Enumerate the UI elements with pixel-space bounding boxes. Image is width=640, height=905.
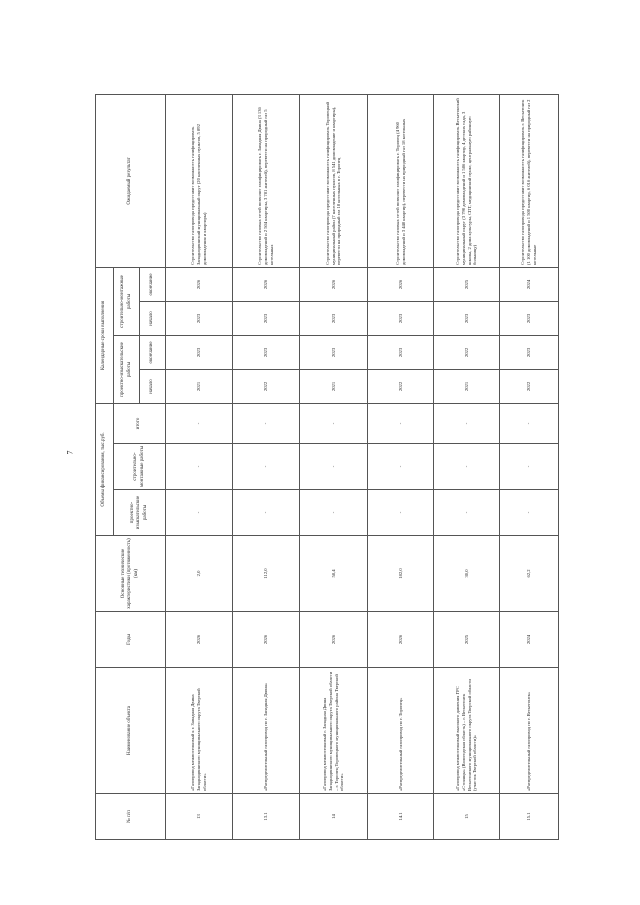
- row-construction-end: 2026: [368, 267, 434, 301]
- row-result: Строительство газопровода предоставит возможность газифицировать Весьегонский муниципальный округ (3 790 домовладений и 1 586 квартир, 4 детских сада, 3 школы, 2 дома культуры, СПТ, медицинский пункт, центральную районную больницу): [434, 94, 500, 267]
- header-funding: Объемы финансирования, тыс.руб.: [96, 403, 114, 535]
- row-name: «Газопровод межпоселковый высокого давления ГРС «Стоянцы» (Вологодская область) – г. Весьегонск Весьегонского муниципального округа Тверской области (участок Тверской области)»: [434, 668, 500, 794]
- row-name: «Распределительный газопровод по г. Западная Двина»: [233, 668, 300, 794]
- row-total: -: [434, 403, 500, 443]
- row-construction-start: 2023: [368, 301, 434, 335]
- header-construction-works: строительно-монтажные работы: [114, 267, 140, 335]
- row-num: 13.1: [233, 794, 300, 840]
- construction-objects-table: [95, 94, 559, 840]
- row-construction-end: 2026: [300, 267, 368, 301]
- row-length: 2,0: [166, 536, 233, 612]
- row-length: 30,0: [434, 536, 500, 612]
- row-length: 182,0: [368, 536, 434, 612]
- row-result: Строительство газопровода предоставит возможность газифицировать Торопецкий муниципальный район (7 населенных пунктов, 8 541 домовладение и квартиры), перевести на природный газ 18 котельных в г. Торопец: [300, 94, 368, 267]
- row-design-start: 2022: [368, 369, 434, 403]
- header-construction-start: начало: [140, 301, 166, 335]
- row-construction-start: 2023: [500, 301, 559, 335]
- row-num: 13: [166, 794, 233, 840]
- row-design-end: 2023: [500, 335, 559, 369]
- row-design-start: 2021: [166, 369, 233, 403]
- header-name: Наименование объекта: [96, 668, 166, 794]
- row-total: -: [233, 403, 300, 443]
- row-design-cost: -: [500, 490, 559, 536]
- row-year: 2026: [368, 612, 434, 668]
- row-year: 2026: [300, 612, 368, 668]
- row-name: «Распределительный газопровод по г. Весьегонск»: [500, 668, 559, 794]
- row-construction-cost: -: [434, 444, 500, 490]
- row-design-start: 2021: [300, 369, 368, 403]
- row-result: Строительство газопровода предоставит возможность газифицировать г. Весьегонск (1 100 домовладений и 1 500 квартир, 6 016 жителей), перевести на природный газ 2 котельные: [500, 94, 559, 267]
- row-construction-cost: -: [233, 444, 300, 490]
- table-row: [233, 94, 300, 839]
- row-construction-end: 2024: [500, 267, 559, 301]
- row-num: 15: [434, 794, 500, 840]
- header-schedule: Календарные сроки выполнения: [96, 267, 114, 403]
- table-row: [166, 94, 233, 839]
- row-result: Строительство газопровода предоставит возможность газифицировать Западнодвинский муниципальный округ (20 населенных пунктов, 5 892 домовладения и квартиры): [166, 94, 233, 267]
- row-design-end: 2023: [300, 335, 368, 369]
- table-row: [500, 94, 559, 839]
- row-design-cost: -: [368, 490, 434, 536]
- row-construction-cost: -: [368, 444, 434, 490]
- row-year: 2026: [233, 612, 300, 668]
- row-year: 2026: [166, 612, 233, 668]
- table-row: [434, 94, 500, 839]
- row-construction-start: 2023: [166, 301, 233, 335]
- header-design-start: начало: [140, 369, 166, 403]
- row-design-start: 2022: [233, 369, 300, 403]
- row-design-cost: -: [434, 490, 500, 536]
- header-tech: Основные технические характеристики (протяженность) (км): [96, 536, 166, 612]
- header-total: итого: [114, 403, 166, 443]
- row-construction-end: 2026: [233, 267, 300, 301]
- header-design-end: окончание: [140, 335, 166, 369]
- header-result: Ожидаемый результат: [96, 94, 166, 267]
- row-design-end: 2023: [166, 335, 233, 369]
- header-num: № п/п: [96, 794, 166, 840]
- row-total: -: [500, 403, 559, 443]
- row-design-cost: -: [166, 490, 233, 536]
- row-design-cost: -: [233, 490, 300, 536]
- row-length: 58,4: [300, 536, 368, 612]
- row-design-start: 2021: [434, 369, 500, 403]
- row-construction-start: 2023: [434, 301, 500, 335]
- row-design-cost: -: [300, 490, 368, 536]
- row-design-end: 2023: [233, 335, 300, 369]
- row-design-end: 2022: [434, 335, 500, 369]
- header-years: Годы: [96, 612, 166, 668]
- row-design-end: 2023: [368, 335, 434, 369]
- row-year: 2024: [500, 612, 559, 668]
- row-construction-end: 2025: [434, 267, 500, 301]
- header-design-works: проектно-изыскательские работы: [114, 335, 140, 403]
- table-row: [368, 94, 434, 839]
- row-name: «Распределительный газопровод по г. Торопец»: [368, 668, 434, 794]
- row-length: 62,2: [500, 536, 559, 612]
- row-total: -: [166, 403, 233, 443]
- row-construction-cost: -: [500, 444, 559, 490]
- row-construction-cost: -: [300, 444, 368, 490]
- page-number: 7: [65, 450, 75, 455]
- row-result: Строительство газовых сетей позволит газифицировать г. Торопец (4 960 домовладений и 3 448 квартир), перевести на природный газ 18 котельных: [368, 94, 434, 267]
- row-name: «Газопровод межпоселковый к г. Западная Двина Западнодвинского муниципального округа Тверской области»: [166, 668, 233, 794]
- row-year: 2025: [434, 612, 500, 668]
- row-total: -: [300, 403, 368, 443]
- row-construction-end: 2026: [166, 267, 233, 301]
- row-result: Строительство газовых сетей позволит газифицировать г. Западная Двина (3 136 домовладений и 2 504 квартиры, 3 781 жителей), перевести на природный газ 5 котельных: [233, 94, 300, 267]
- rotated-table-container: [95, 95, 558, 840]
- row-construction-start: 2023: [233, 301, 300, 335]
- row-name: «Газопровод межпоселковый г. Западная Двина Западнодвинского муниципального округа Тверской области – г. Торопец Торопецкого муниципального района Тверской области»: [300, 668, 368, 794]
- row-num: 14: [300, 794, 368, 840]
- row-construction-start: 2023: [300, 301, 368, 335]
- table-row: [300, 94, 368, 839]
- row-design-start: 2022: [500, 369, 559, 403]
- header-construction-cost: строительно-монтажные работы: [114, 444, 166, 490]
- row-length: 112,0: [233, 536, 300, 612]
- header-construction-end: окончание: [140, 267, 166, 301]
- row-total: -: [368, 403, 434, 443]
- row-construction-cost: -: [166, 444, 233, 490]
- header-design-cost: проектно-изыскательские работы: [114, 490, 166, 536]
- row-num: 15.1: [500, 794, 559, 840]
- row-num: 14.1: [368, 794, 434, 840]
